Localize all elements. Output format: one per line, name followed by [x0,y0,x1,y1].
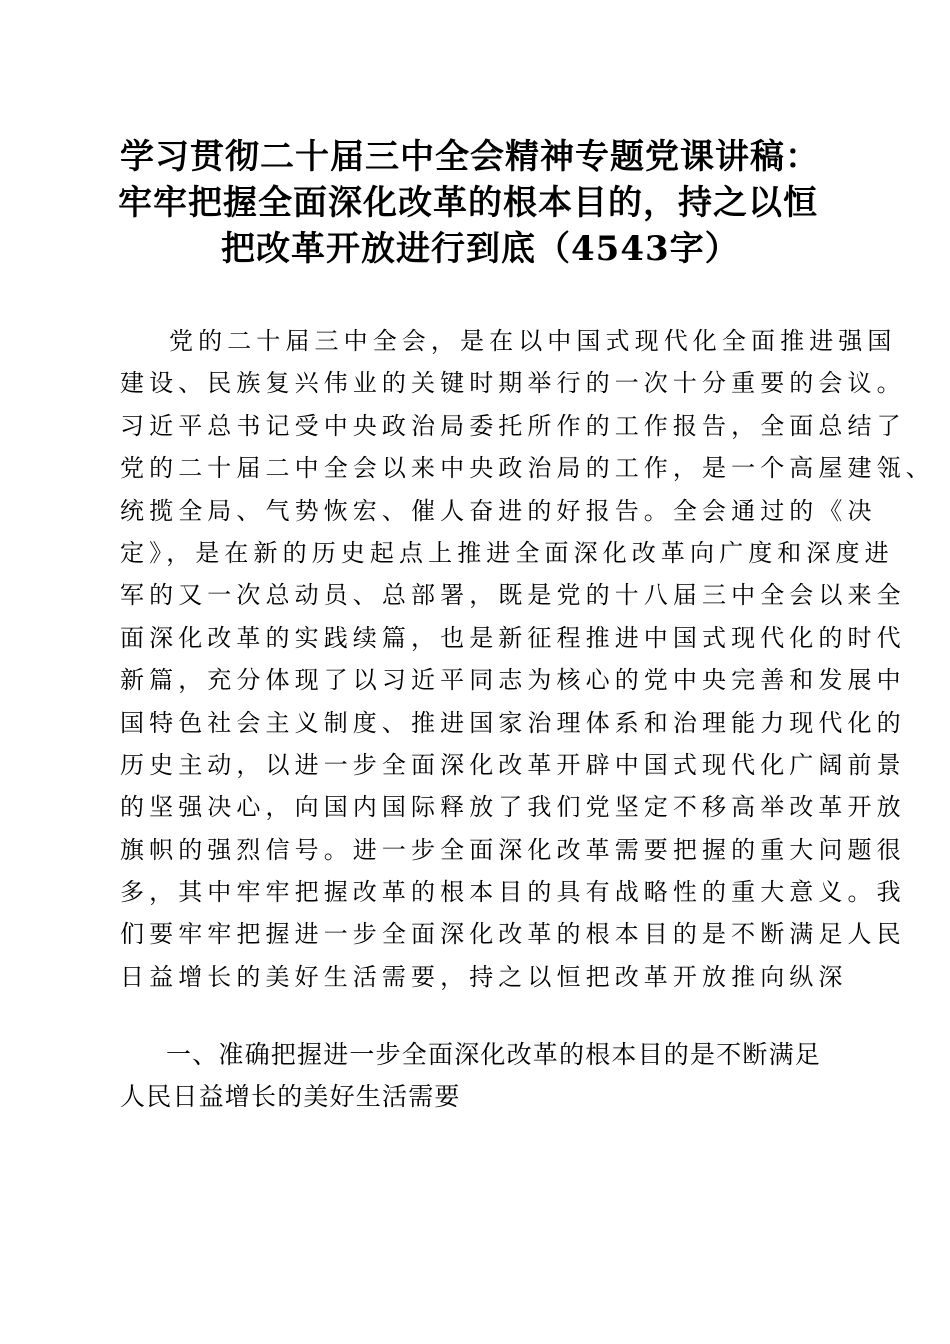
title-line: 把改革开放进行到底（4543字） [221,229,740,269]
body-line: 历史主动，以进一步全面深化改革开辟中国式现代化广阔前景 [120,750,906,779]
body-line: 新篇，充分体现了以习近平同志为核心的党中央完善和发展中 [120,666,906,695]
body-line: 党的二十届三中全会，是在以中国式现代化全面推进强国 [169,327,897,355]
body-line: 定》，是在新的历史起点上推进全面深化改革向广度和深度进 [120,538,894,567]
document-title [100,134,850,272]
body-line: 多，其中牢牢把握改革的根本目的具有战略性的重大意义。我 [120,878,906,907]
body-line: 们要牢牢把握进一步全面深化改革的根本目的是不断满足人民 [120,920,906,949]
body-line: 面深化改革的实践续篇，也是新征程推进中国式现代化的时代 [120,623,906,652]
body-line: 的坚强决心，向国内国际释放了我们党坚定不移高举改革开放 [120,793,906,822]
body-line: 军的又一次总动员、总部署，既是党的十八届三中全会以来全 [120,581,906,610]
heading-line: 人民日益增长的美好生活需要 [120,1082,461,1111]
body-line: 统揽全局、气势恢宏、催人奋进的好报告。全会通过的《决 [120,496,877,525]
body-paragraph [120,320,935,998]
title-line: 学习贯彻二十届三中全会精神专题党课讲稿： [120,137,820,177]
body-line: 旗帜的强烈信号。进一步全面深化改革需要把握的重大问题很 [120,835,906,864]
section-heading [120,1034,840,1118]
body-line: 建设、民族复兴伟业的关键时期举行的一次十分重要的会议。 [120,369,906,398]
body-line: 国特色社会主义制度、推进国家治理体系和治理能力现代化的 [120,708,906,737]
body-line: 习近平总书记受中央政治局委托所作的工作报告，全面总结了 [120,411,906,440]
title-line: 牢牢把握全面深化改革的根本目的，持之以恒 [118,183,818,223]
heading-line: 一、准确把握进一步全面深化改革的根本目的是不断满足 [166,1040,822,1069]
body-line: 日益增长的美好生活需要，持之以恒把改革开放推向纵深 [120,962,848,991]
body-line: 党的二十届二中全会以来中央政治局的工作，是一个高屋建瓴、 [120,454,935,483]
